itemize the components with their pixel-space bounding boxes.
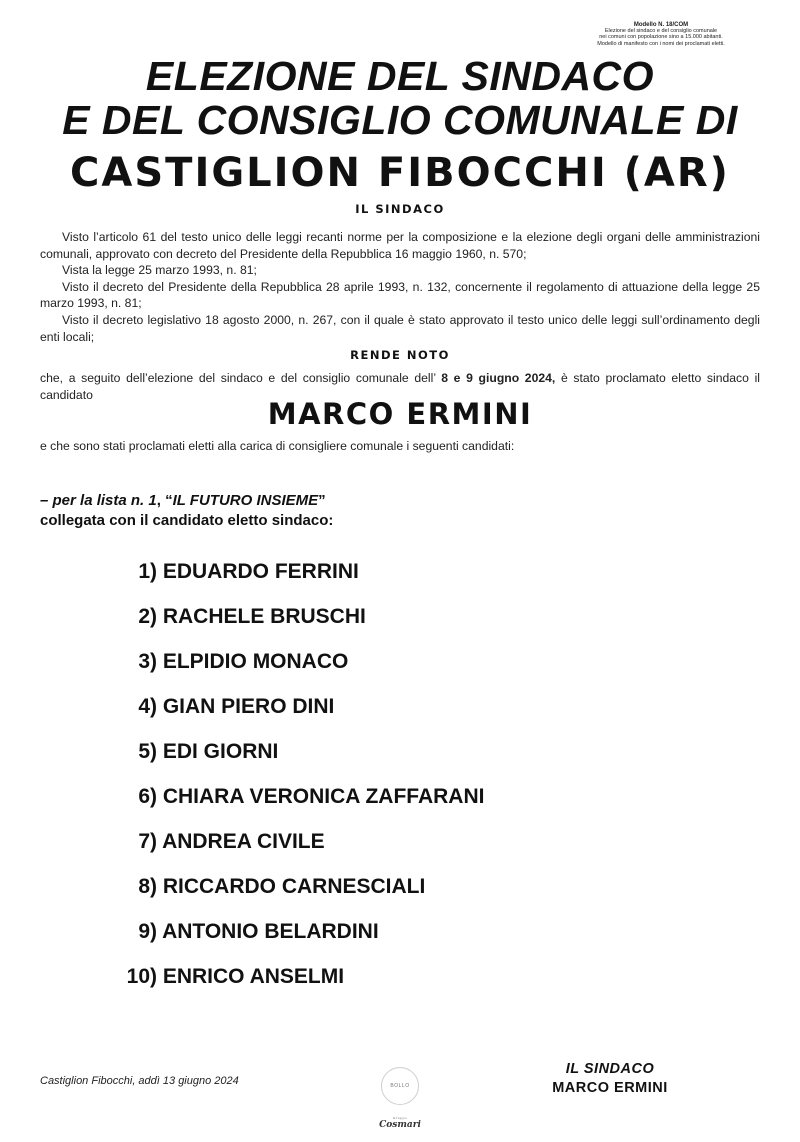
list-name: IL FUTURO INSIEME xyxy=(172,492,319,509)
printer-logo-name: Cosmari xyxy=(379,1120,421,1130)
model-note xyxy=(576,22,746,47)
list-close: ” xyxy=(318,492,326,509)
candidate-number: 4) xyxy=(138,695,157,718)
candidate-name: ELPIDIO MONACO xyxy=(162,650,349,673)
candidate-name: ANTONIO BELARDINI xyxy=(162,920,379,943)
list-prefix: – xyxy=(40,492,53,509)
candidate-name: EDI GIORNI xyxy=(162,740,279,763)
list-item xyxy=(110,557,484,602)
candidate-name: CHIARA VERONICA ZAFFARANI xyxy=(162,785,485,808)
list-item xyxy=(110,962,484,1007)
list-item xyxy=(110,692,484,737)
preamble-paragraph: Visto il decreto legislativo 18 agosto 2000, n. 267, con il quale è stato approvato il testo unico delle leggi sull’ordinamento degli enti locali; xyxy=(40,312,760,344)
signature-title: IL SINDACO xyxy=(565,1061,655,1077)
candidate-name: ENRICO ANSELMI xyxy=(162,965,345,988)
place-and-date: Castiglion Fibocchi, addì 13 giugno 2024 xyxy=(40,1075,239,1087)
candidate-number: 7) xyxy=(138,830,157,853)
candidate-number: 2) xyxy=(138,605,157,628)
model-note-line: Elezione del sindaco e del consiglio comunale xyxy=(604,28,718,35)
title-line-2: E DEL CONSIGLIO COMUNALE DI xyxy=(62,97,738,143)
list-sep: , “ xyxy=(156,492,173,509)
candidate-name: EDUARDO FERRINI xyxy=(162,560,359,583)
list-item xyxy=(110,647,484,692)
rende-noto-heading: RENDE NOTO xyxy=(350,348,450,362)
notice-text-after: è stato proclamato eletto sindaco il candidato xyxy=(40,371,760,402)
preamble-paragraph: Visto l’articolo 61 del testo unico delle leggi recanti norme per la composizione e la elezione degli organi delle amministrazioni comunali, approvato con decreto del Presidente della Repubblica 16 maggio 1960, n. 570; xyxy=(40,230,760,261)
preamble-paragraph: Vista la legge 25 marzo 1993, n. 81; xyxy=(62,263,257,278)
candidate-name: GIAN PIERO DINI xyxy=(162,695,335,718)
signature-block xyxy=(520,1060,700,1098)
model-note-line: nei comuni con popolazione sino a 15.000 abitanti. xyxy=(599,34,723,41)
list-item xyxy=(110,917,484,962)
list-label: per la lista n. 1 xyxy=(52,492,157,509)
signature-name: MARCO ERMINI xyxy=(552,1080,668,1096)
list-item xyxy=(110,872,484,917)
model-note-line: Modello di manifesto con i nomi dei proclamati eletti. xyxy=(597,40,725,47)
municipality-title: CASTIGLION FIBOCCHI (AR) xyxy=(70,150,730,196)
stamp-placeholder: BOLLO xyxy=(381,1067,419,1105)
candidate-number: 3) xyxy=(138,650,157,673)
list-item xyxy=(110,737,484,782)
notice-text-before: che, a seguito dell’elezione del sindaco e del consiglio comunale dell’ xyxy=(40,371,442,385)
authority-heading: IL SINDACO xyxy=(355,202,445,216)
elected-mayor-name: MARCO ERMINI xyxy=(267,397,533,431)
model-number: Modello N. 18/COM xyxy=(633,22,689,28)
election-dates: 8 e 9 giugno 2024, xyxy=(441,371,556,385)
candidate-number: 10) xyxy=(126,965,157,988)
elected-intro: e che sono stati proclamati eletti alla carica di consigliere comunale i seguenti candidati: xyxy=(40,439,515,453)
list-item xyxy=(110,827,484,872)
candidate-number: 9) xyxy=(138,920,157,943)
title-line-1: ELEZIONE DEL SINDACO xyxy=(145,53,655,99)
candidate-list xyxy=(110,557,484,1007)
printer-logo-top: Gruppo xyxy=(392,1116,408,1120)
list-item xyxy=(110,602,484,647)
list-subtitle: collegata con il candidato eletto sindaco: xyxy=(40,512,334,529)
candidate-name: ANDREA CIVILE xyxy=(162,830,325,853)
candidate-number: 1) xyxy=(138,560,157,583)
candidate-number: 6) xyxy=(138,785,157,808)
candidate-name: RICCARDO CARNESCIALI xyxy=(162,875,426,898)
preamble-paragraph: Visto il decreto del Presidente della Repubblica 28 aprile 1993, n. 132, concernente il regolamento di attuazione della legge 25 marzo 1993, n. 81; xyxy=(40,279,760,311)
list-header xyxy=(40,491,740,531)
list-item xyxy=(110,782,484,827)
printer-logo xyxy=(376,1116,424,1130)
candidate-name: RACHELE BRUSCHI xyxy=(162,605,366,628)
candidate-number: 8) xyxy=(138,875,157,898)
preamble xyxy=(40,229,760,345)
candidate-number: 5) xyxy=(138,740,157,763)
